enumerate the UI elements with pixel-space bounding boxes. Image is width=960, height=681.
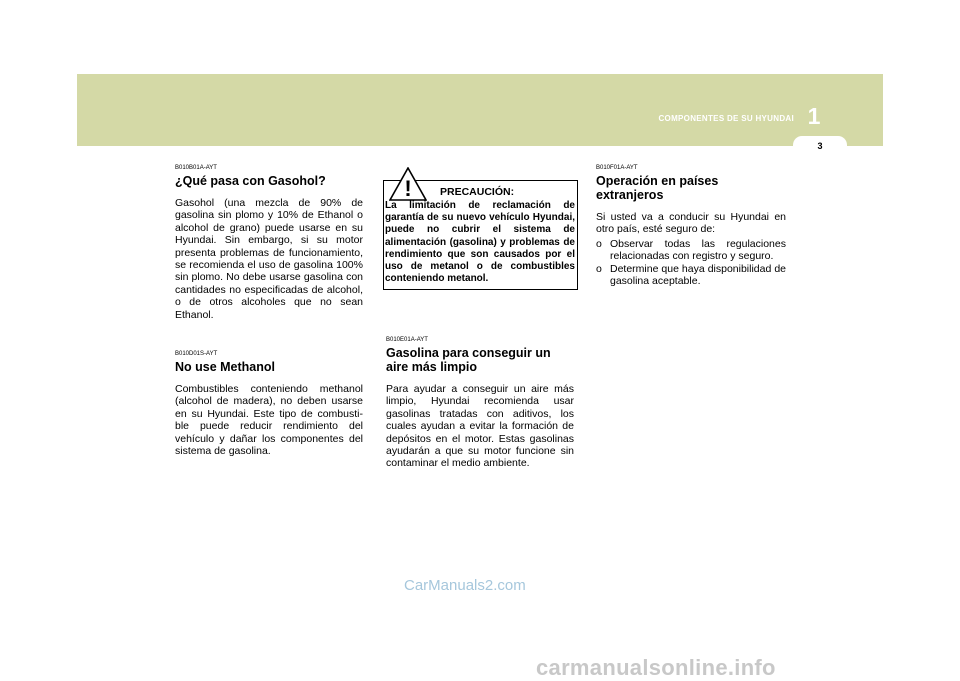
section-cleaner-air xyxy=(386,337,574,470)
footer-watermark: carmanualsonline.info xyxy=(536,655,776,680)
section-heading: No use Methanol xyxy=(175,360,276,374)
section-body: Combustibles conteniendo methanol (alcohol de madera), no deben usarse en su Hyundai. Este tipo de combusti-ble puede reducir rendimiento del vehículo y dañar los componentes del sistema de gasolina. xyxy=(175,383,363,458)
header-banner xyxy=(77,74,883,146)
section-foreign-countries xyxy=(596,165,786,287)
section-methanol xyxy=(175,351,363,457)
section-code: B010B01A-AYT xyxy=(175,165,217,171)
section-heading: ¿Qué pasa con Gasohol? xyxy=(175,174,326,188)
section-code: B010D01S-AYT xyxy=(175,351,218,357)
page-number: 3 xyxy=(817,141,823,151)
chapter-title: COMPONENTES DE SU HYUNDAI xyxy=(658,114,794,123)
section-body: Gasohol (una mezcla de 90% de gasolina sin plomo y 10% de Ethanol o alcohol de grano) puede usarse en su Hyundai. Sin embargo, si su motor presenta problemas de funcionamiento, se recomienda el uso de gasolina 100% sin plomo. No debe usarse gasolina con cantidades no especificadas de alcohol, o de otros alcoholes que no sean Ethanol. xyxy=(175,197,363,321)
list-item xyxy=(596,238,786,263)
list-item xyxy=(596,263,786,288)
warning-symbol: ! xyxy=(404,176,412,201)
section-gasohol xyxy=(175,165,363,321)
warning-triangle-icon xyxy=(389,167,427,201)
section-body: Si usted va a conducir su Hyundai en otro país, esté seguro de: xyxy=(596,211,786,236)
section-code: B010F01A-AYT xyxy=(596,165,638,171)
bullet-text: Determine que haya disponibilidad de gasolina aceptable. xyxy=(610,262,786,288)
section-code: B010E01A-AYT xyxy=(386,337,428,343)
section-heading: Operación en países extranjeros xyxy=(596,174,719,202)
bullet-mark: o xyxy=(596,237,602,250)
chapter-number: 1 xyxy=(807,103,821,129)
caution-text: La limitación de reclamación de garantía de su nuevo vehículo Hyundai, puede no cubrir el sistema de alimentación (gasolina) y problemas de rendimiento que son causados por el uso de metanol o de combustibles conteniendo metanol. xyxy=(385,200,575,285)
section-body: Para ayudar a conseguir un aire más limpio, Hyundai recomienda usar gasolinas tratadas con aditivos, los cuales ayudan a evitar la formación de depósitos en el motor. Estas gasolinas ayudarán a que su motor funcione sin contaminar el medio ambiente. xyxy=(386,383,574,470)
watermark-link[interactable]: CarManuals2.com xyxy=(404,577,526,594)
section-heading: Gasolina para conseguir un aire más limpio xyxy=(386,346,551,374)
caution-title: PRECAUCIÓN: xyxy=(440,186,515,198)
bullet-text: Observar todas las regulaciones relacionadas con registro y seguro. xyxy=(610,237,786,263)
bullet-mark: o xyxy=(596,262,602,275)
